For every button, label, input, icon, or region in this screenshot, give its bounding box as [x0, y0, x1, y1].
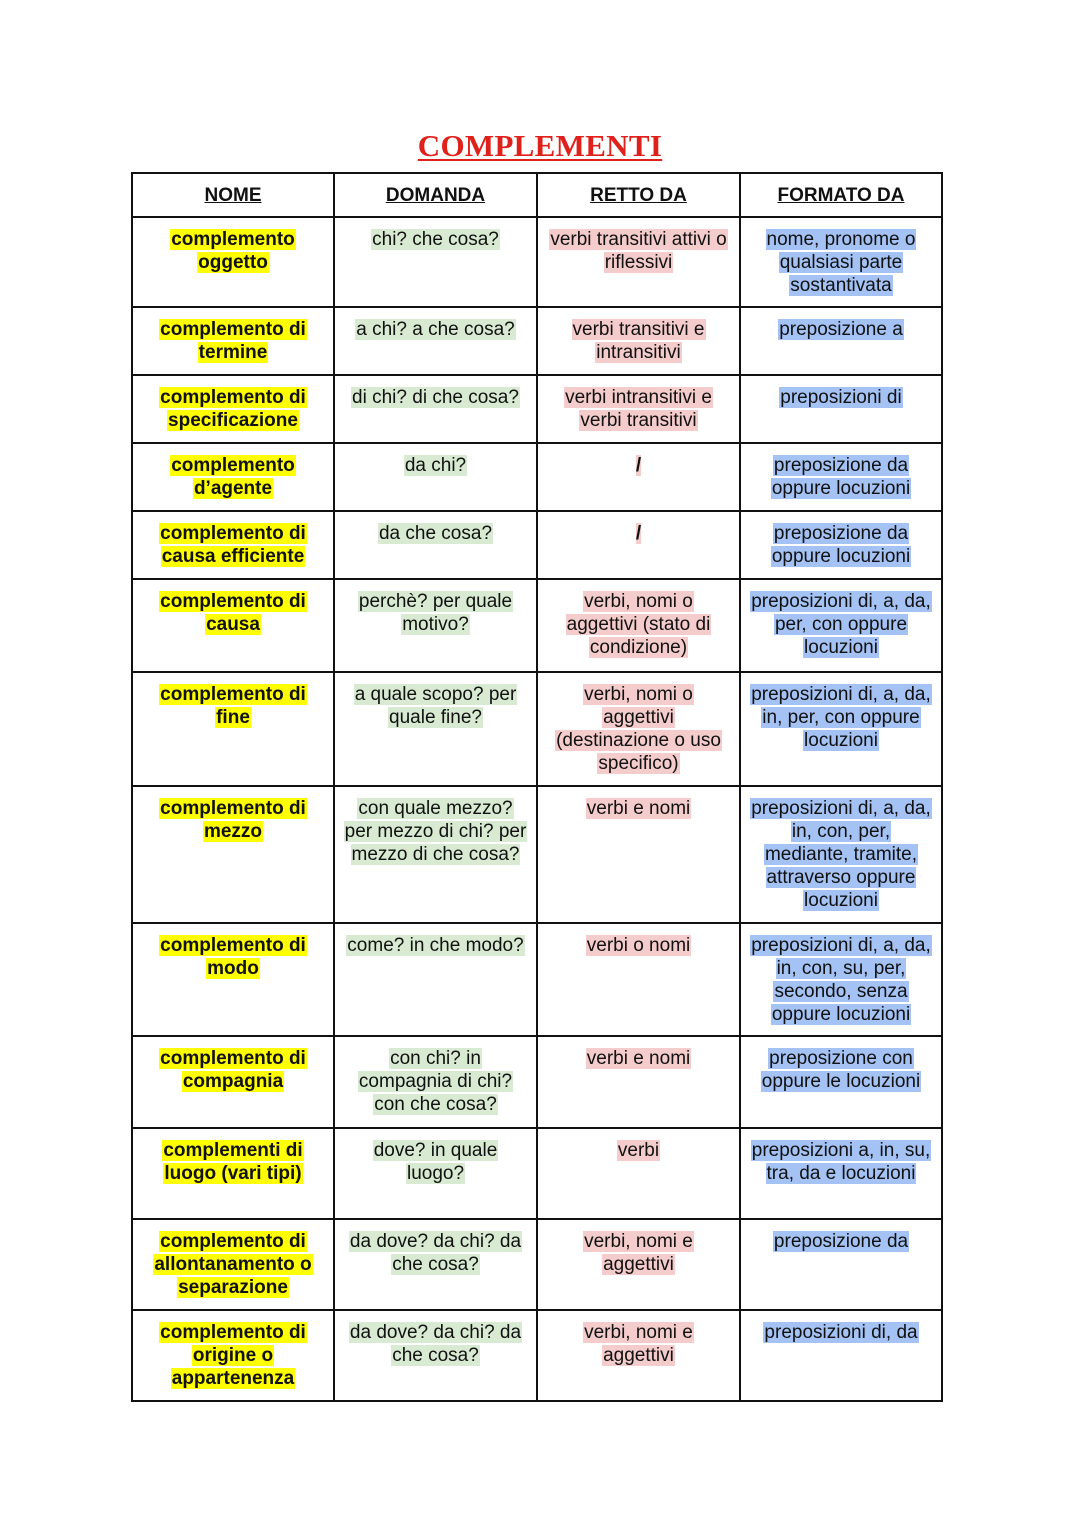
cell-domanda [334, 217, 537, 307]
cell-nome-text: complemento di origine o appartenenza [160, 1322, 306, 1389]
cell-nome-text: complemento di causa [160, 591, 306, 635]
cell-domanda-text: a quale scopo? per quale fine? [354, 684, 517, 728]
table-row [132, 443, 942, 511]
cell-retto-da-text: verbi intransitivi e verbi transitivi [565, 387, 712, 431]
cell-domanda [334, 672, 537, 786]
cell-domanda-text: chi? che cosa? [372, 229, 499, 250]
cell-nome [132, 1219, 334, 1310]
cell-nome [132, 786, 334, 923]
cell-retto-da-text: verbi, nomi e aggettivi [584, 1322, 693, 1366]
cell-retto-da [537, 1128, 740, 1219]
header-formato-da: FORMATO DA [740, 173, 942, 217]
cell-domanda [334, 1036, 537, 1128]
table-row [132, 307, 942, 375]
cell-retto-da [537, 511, 740, 579]
cell-domanda-text: perchè? per quale motivo? [358, 591, 513, 635]
cell-nome-text: complemento di termine [160, 319, 306, 363]
table-row [132, 511, 942, 579]
cell-retto-da-text: verbi e nomi [586, 1048, 691, 1069]
cell-retto-da [537, 217, 740, 307]
cell-nome [132, 1036, 334, 1128]
cell-domanda-text: da chi? [404, 455, 467, 476]
cell-formato-da [740, 923, 942, 1036]
table-row [132, 375, 942, 443]
cell-retto-da [537, 443, 740, 511]
cell-domanda [334, 923, 537, 1036]
cell-nome [132, 375, 334, 443]
cell-retto-da-text: verbi transitivi e intransitivi [572, 319, 705, 363]
table-row [132, 1310, 942, 1401]
cell-domanda-text: da che cosa? [378, 523, 493, 544]
cell-domanda [334, 511, 537, 579]
cell-formato-da-text: preposizioni di, a, da, in, per, con oppure locuzioni [751, 684, 931, 751]
cell-formato-da-text: preposizioni di, a, da, per, con oppure locuzioni [751, 591, 931, 658]
cell-nome [132, 923, 334, 1036]
cell-formato-da-text: preposizioni a, in, su, tra, da e locuzioni [751, 1140, 931, 1184]
cell-domanda-text: a chi? a che cosa? [356, 319, 515, 340]
cell-retto-da [537, 923, 740, 1036]
cell-nome-text: complementi di luogo (vari tipi) [163, 1140, 303, 1184]
cell-formato-da-text: preposizione a [779, 319, 903, 340]
table-row [132, 672, 942, 786]
cell-nome-text: complemento di fine [160, 684, 306, 728]
table-row [132, 579, 942, 672]
cell-retto-da [537, 375, 740, 443]
cell-formato-da [740, 375, 942, 443]
cell-domanda-text: da dove? da chi? da che cosa? [349, 1231, 522, 1275]
cell-retto-da [537, 786, 740, 923]
cell-nome-text: complemento di causa efficiente [160, 523, 306, 567]
cell-formato-da [740, 1219, 942, 1310]
cell-retto-da [537, 307, 740, 375]
cell-retto-da-text: verbi, nomi e aggettivi [584, 1231, 693, 1275]
cell-nome [132, 217, 334, 307]
cell-domanda-text: con chi? in compagnia di chi? con che cosa? [358, 1048, 513, 1115]
cell-nome-text: complemento di allontanamento o separazione [154, 1231, 312, 1298]
table-row [132, 786, 942, 923]
cell-domanda-text: come? in che modo? [347, 935, 524, 956]
cell-nome [132, 307, 334, 375]
complementi-table [131, 172, 943, 1402]
cell-formato-da-text: preposizione da oppure locuzioni [771, 455, 911, 499]
cell-nome-text: complemento di specificazione [160, 387, 306, 431]
cell-formato-da-text: preposizioni di, a, da, in, con, per, mediante, tramite, attraverso oppure locuzioni [751, 798, 931, 911]
cell-formato-da-text: preposizione da [773, 1231, 909, 1252]
cell-nome [132, 511, 334, 579]
cell-retto-da [537, 1219, 740, 1310]
cell-domanda [334, 443, 537, 511]
cell-nome-text: complemento d’agente [171, 455, 295, 499]
cell-retto-da-text: verbi, nomi o aggettivi (stato di condizione) [566, 591, 711, 658]
cell-retto-da-text: verbi e nomi [586, 798, 691, 819]
cell-nome-text: complemento di modo [160, 935, 306, 979]
page-title: COMPLEMENTI [417, 128, 663, 163]
table-row [132, 1219, 942, 1310]
cell-retto-da-text: / [635, 523, 642, 544]
cell-retto-da [537, 1310, 740, 1401]
cell-retto-da [537, 1036, 740, 1128]
cell-retto-da [537, 672, 740, 786]
cell-domanda [334, 307, 537, 375]
cell-formato-da-text: preposizione da oppure locuzioni [771, 523, 911, 567]
cell-formato-da-text: preposizione con oppure le locuzioni [761, 1048, 921, 1092]
cell-domanda [334, 1128, 537, 1219]
header-nome: NOME [132, 173, 334, 217]
cell-domanda [334, 786, 537, 923]
cell-formato-da [740, 443, 942, 511]
cell-formato-da [740, 307, 942, 375]
cell-formato-da [740, 1036, 942, 1128]
cell-nome [132, 579, 334, 672]
cell-domanda-text: con quale mezzo? per mezzo di chi? per mezzo di che cosa? [344, 798, 527, 865]
table-row [132, 1128, 942, 1219]
cell-nome [132, 443, 334, 511]
cell-formato-da-text: preposizioni di, a, da, in, con, su, per, secondo, senza oppure locuzioni [751, 935, 931, 1025]
cell-formato-da [740, 672, 942, 786]
cell-formato-da [740, 511, 942, 579]
cell-domanda-text: dove? in quale luogo? [373, 1140, 498, 1184]
cell-nome-text: complemento di mezzo [160, 798, 306, 842]
cell-retto-da-text: / [635, 455, 642, 476]
cell-formato-da [740, 1310, 942, 1401]
cell-domanda [334, 375, 537, 443]
cell-domanda-text: di chi? di che cosa? [352, 387, 519, 408]
cell-formato-da [740, 1128, 942, 1219]
cell-retto-da [537, 579, 740, 672]
table-header-row [132, 173, 942, 217]
header-retto-da: RETTO DA [537, 173, 740, 217]
cell-retto-da-text: verbi o nomi [586, 935, 691, 956]
cell-formato-da [740, 786, 942, 923]
cell-retto-da-text: verbi, nomi o aggettivi (destinazione o uso specifico) [556, 684, 721, 774]
cell-retto-da-text: verbi [617, 1140, 660, 1161]
cell-formato-da-text: nome, pronome o qualsiasi parte sostantivata [766, 229, 916, 296]
table-row [132, 1036, 942, 1128]
cell-nome [132, 1128, 334, 1219]
cell-domanda [334, 1310, 537, 1401]
cell-domanda [334, 1219, 537, 1310]
cell-nome-text: complemento di compagnia [160, 1048, 306, 1092]
header-domanda: DOMANDA [334, 173, 537, 217]
table-row [132, 217, 942, 307]
cell-formato-da [740, 579, 942, 672]
cell-retto-da-text: verbi transitivi attivi o riflessivi [550, 229, 727, 273]
cell-nome [132, 1310, 334, 1401]
cell-formato-da-text: preposizioni di [780, 387, 902, 408]
cell-formato-da-text: preposizioni di, da [764, 1322, 918, 1343]
cell-domanda-text: da dove? da chi? da che cosa? [349, 1322, 522, 1366]
cell-domanda [334, 579, 537, 672]
cell-nome-text: complemento oggetto [171, 229, 295, 273]
table-row [132, 923, 942, 1036]
cell-formato-da [740, 217, 942, 307]
cell-nome [132, 672, 334, 786]
